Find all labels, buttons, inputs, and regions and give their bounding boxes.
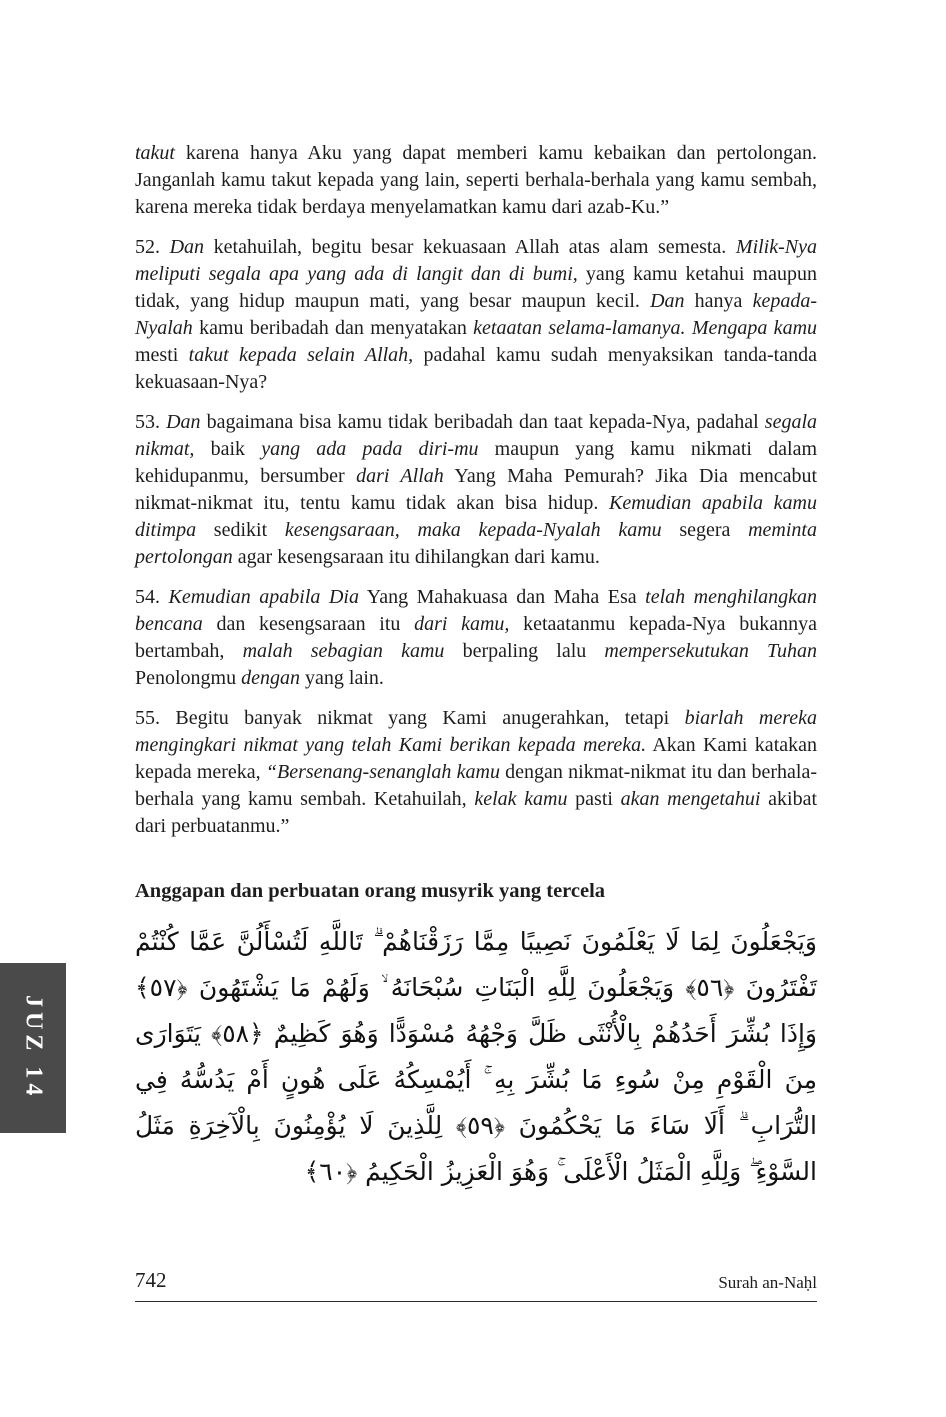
- body-paragraph-52: 52. Dan ketahuilah, begitu besar kekuasaan Allah atas alam semesta. Milik-Nya meliputi segala apa yang ada di langit dan di bumi, yang kamu ketahui maupun tidak, yang hidup maupun mati, yang besar maupun kecil. Dan hanya kepada-Nyalah kamu beribadah dan menyatakan ketaatan selama-lamanya. Mengapa kamu mesti takut kepada selain Allah, padahal kamu sudah menyaksikan tanda-tanda kekuasaan-Nya?: [135, 236, 818, 393]
- page-footer: [135, 1268, 817, 1302]
- body-paragraph-continuation: takut karena hanya Aku yang dapat memberi kamu kebaikan dan pertolongan. Janganlah kamu takut kepada yang lain, seperti berhala-berhala yang kamu sembah, karena mereka tidak berdaya menyelamatkan kamu dari azab-Ku.”: [135, 142, 817, 218]
- juz-tab-label: JUZ 14: [20, 995, 47, 1101]
- body-paragraph-53: 53. Dan bagaimana bisa kamu tidak beribadah dan taat kepada-Nya, padahal segala nikmat, baik yang ada pada diri-mu maupun yang kamu nikmati dalam kehidupanmu, bersumber dari Allah Yang Maha Pemurah? Jika Dia mencabut nikmat-nikmat itu, tentu kamu tidak akan bisa hidup. Kemudian apabila kamu ditimpa sedikit kesengsaraan, maka kepada-Nyalah kamu segera meminta pertolongan agar kesengsaraan itu dihilangkan dari kamu.: [135, 411, 818, 568]
- arabic-verses-block: وَيَجْعَلُونَ لِمَا لَا يَعْلَمُونَ نَصِيبًا مِمَّا رَزَقْنَاهُمْ ۗ تَاللَّهِ لَتُسْأَلُنَّ عَمَّا كُنْتُمْ تَفْتَرُونَ ﴿٥٦﴾ وَيَجْعَلُونَ لِلَّهِ الْبَنَاتِ سُبْحَانَهُ ۙ وَلَهُمْ مَا يَشْتَهُونَ ﴿٥٧﴾ وَإِذَا بُشِّرَ أَحَدُهُمْ بِالْأُنْثَى ظَلَّ وَجْهُهُ مُسْوَدًّا وَهُوَ كَظِيمٌ ﴿٥٨﴾ يَتَوَارَى مِنَ الْقَوْمِ مِنْ سُوءِ مَا بُشِّرَ بِهِ ۚ أَيُمْسِكُهُ عَلَى هُونٍ أَمْ يَدُسُّهُ فِي التُّرَابِ ۗ أَلَا سَاءَ مَا يَحْكُمُونَ ﴿٥٩﴾ لِلَّذِينَ لَا يُؤْمِنُونَ بِالْآخِرَةِ مَثَلُ السَّوْءِ ۖ وَلِلَّهِ الْمَثَلُ الْأَعْلَى ۚ وَهُوَ الْعَزِيزُ الْحَكِيمُ ﴿٦٠﴾: [135, 927, 818, 1186]
- juz-tab: [0, 963, 66, 1133]
- body-paragraph-54: 54. Kemudian apabila Dia Yang Mahakuasa dan Maha Esa telah menghilangkan bencana dan kesengsaraan itu dari kamu, ketaatanmu kepada-Nya bukannya bertambah, malah sebagian kamu berpaling lalu mempersekutukan Tuhan Penolongmu dengan yang lain.: [135, 586, 817, 689]
- section-heading: Anggapan dan perbuatan orang musyrik yang tercela: [135, 880, 606, 902]
- page-number: 742: [135, 1268, 167, 1292]
- surah-title: Surah an-Naḥl: [718, 1273, 817, 1292]
- body-paragraph-55: 55. Begitu banyak nikmat yang Kami anugerahkan, tetapi biarlah mereka mengingkari nikmat yang telah Kami berikan kepada mereka. Akan Kami katakan kepada mereka, “Bersenang-senanglah kamu dengan nikmat-nikmat itu dan berhala-berhala yang kamu sembah. Ketahuilah, kelak kamu pasti akan mengetahui akibat dari perbuatanmu.”: [135, 707, 817, 837]
- content-column: [135, 140, 817, 1195]
